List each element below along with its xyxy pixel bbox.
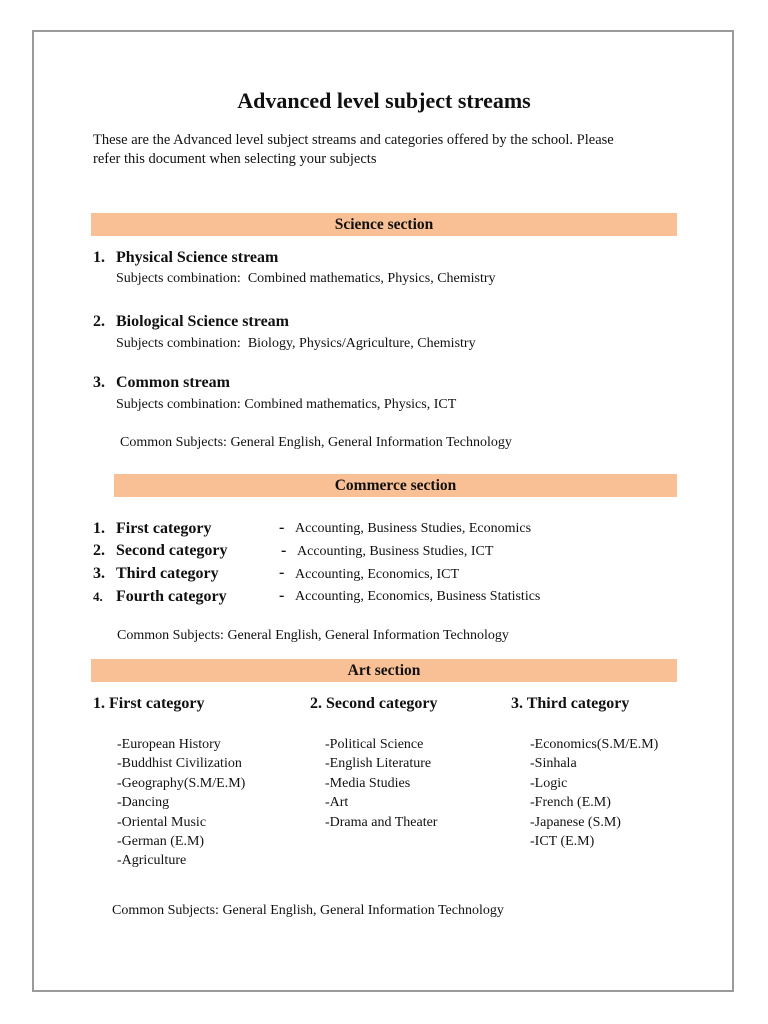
list-item: -Geography(S.M/E.M) bbox=[117, 775, 246, 791]
list-item: -European History bbox=[117, 737, 221, 752]
subjects-label: Subjects combination: bbox=[116, 397, 241, 412]
commerce-category-2-name bbox=[93, 542, 228, 560]
art-common-subjects: Common Subjects: General English, General Information Technology bbox=[112, 903, 504, 918]
commerce-category-4-subjects: Accounting, Economics, Business Statistics bbox=[295, 589, 541, 604]
list-item: -Dancing bbox=[117, 795, 170, 811]
list-item: -Economics(S.M/E.M) bbox=[530, 737, 659, 752]
art-category-2-heading: 2. Second category bbox=[310, 695, 438, 712]
commerce-category-4-name bbox=[93, 588, 227, 606]
commerce-category-1-dash: - bbox=[279, 519, 285, 536]
art-category-3-list bbox=[530, 735, 658, 851]
stream-name: Physical Science stream bbox=[116, 249, 279, 266]
list-item: -German (E.M) bbox=[117, 834, 205, 850]
stream-number: 1. bbox=[93, 249, 105, 266]
list-item: -Art bbox=[325, 795, 349, 811]
subjects-value: Combined mathematics, Physics, ICT bbox=[244, 397, 457, 412]
list-item: -Oriental Music bbox=[117, 814, 207, 830]
list-item: -ICT (E.M) bbox=[530, 834, 595, 850]
art-category-1-heading: 1. First category bbox=[93, 695, 205, 712]
list-item: -English Literature bbox=[325, 756, 432, 772]
stream-number: 2. bbox=[93, 313, 105, 330]
category-number: 1. bbox=[93, 520, 105, 537]
commerce-category-3-name bbox=[93, 565, 219, 583]
category-number: 2. bbox=[93, 542, 105, 559]
document-title: Advanced level subject streams bbox=[237, 88, 531, 113]
subjects-label: Subjects combination: bbox=[116, 336, 241, 351]
science-stream-2-title bbox=[93, 313, 289, 331]
category-name: Third category bbox=[116, 565, 219, 582]
list-item: -Political Science bbox=[325, 737, 424, 752]
stream-name: Biological Science stream bbox=[116, 313, 289, 330]
stream-number: 3. bbox=[93, 374, 105, 391]
science-common-subjects: Common Subjects: General English, General Information Technology bbox=[120, 435, 512, 450]
subjects-label: Subjects combination: bbox=[116, 271, 241, 286]
commerce-common-subjects: Common Subjects: General English, General Information Technology bbox=[117, 628, 509, 643]
science-stream-1-title bbox=[93, 249, 278, 267]
commerce-category-2-subjects: Accounting, Business Studies, ICT bbox=[297, 544, 494, 559]
commerce-category-2-dash: - bbox=[281, 542, 287, 559]
stream-name: Common stream bbox=[116, 374, 230, 391]
list-item: -Logic bbox=[530, 775, 568, 791]
list-item: -Agriculture bbox=[117, 853, 187, 869]
science-section-header: Science section bbox=[91, 213, 677, 236]
art-category-1-list bbox=[117, 735, 245, 871]
commerce-section-header: Commerce section bbox=[114, 474, 677, 497]
subjects-value: Combined mathematics, Physics, Chemistry bbox=[247, 271, 496, 286]
category-name: Second category bbox=[116, 542, 228, 559]
commerce-category-1-subjects: Accounting, Business Studies, Economics bbox=[295, 521, 532, 536]
science-stream-2-subjects bbox=[116, 336, 476, 352]
category-name: Fourth category bbox=[116, 588, 227, 605]
list-item: -Media Studies bbox=[325, 775, 411, 791]
category-number: 3. bbox=[93, 565, 105, 582]
list-item: -Drama and Theater bbox=[325, 814, 438, 830]
intro-line-2: refer this document when selecting your subjects bbox=[93, 151, 377, 167]
commerce-category-4-dash: - bbox=[279, 587, 285, 604]
list-item: -Buddhist Civilization bbox=[117, 756, 242, 772]
category-name: First category bbox=[116, 520, 212, 537]
commerce-category-3-subjects: Accounting, Economics, ICT bbox=[295, 567, 460, 582]
list-item: -Japanese (S.M) bbox=[530, 814, 621, 830]
art-section-header: Art section bbox=[91, 659, 677, 682]
subjects-value: Biology, Physics/Agriculture, Chemistry bbox=[247, 336, 476, 351]
intro-line-1: These are the Advanced level subject streams and categories offered by the school. Please bbox=[93, 132, 614, 148]
commerce-category-1-name bbox=[93, 520, 212, 538]
list-item: -French (E.M) bbox=[530, 795, 611, 811]
science-stream-3-subjects bbox=[116, 397, 456, 413]
category-number: 4. bbox=[93, 589, 103, 604]
art-category-3-heading: 3. Third category bbox=[511, 695, 630, 712]
list-item: -Sinhala bbox=[530, 756, 577, 772]
commerce-category-3-dash: - bbox=[279, 564, 285, 581]
science-stream-1-subjects bbox=[116, 271, 496, 287]
art-category-2-list bbox=[325, 735, 437, 832]
science-stream-3-title bbox=[93, 374, 230, 392]
